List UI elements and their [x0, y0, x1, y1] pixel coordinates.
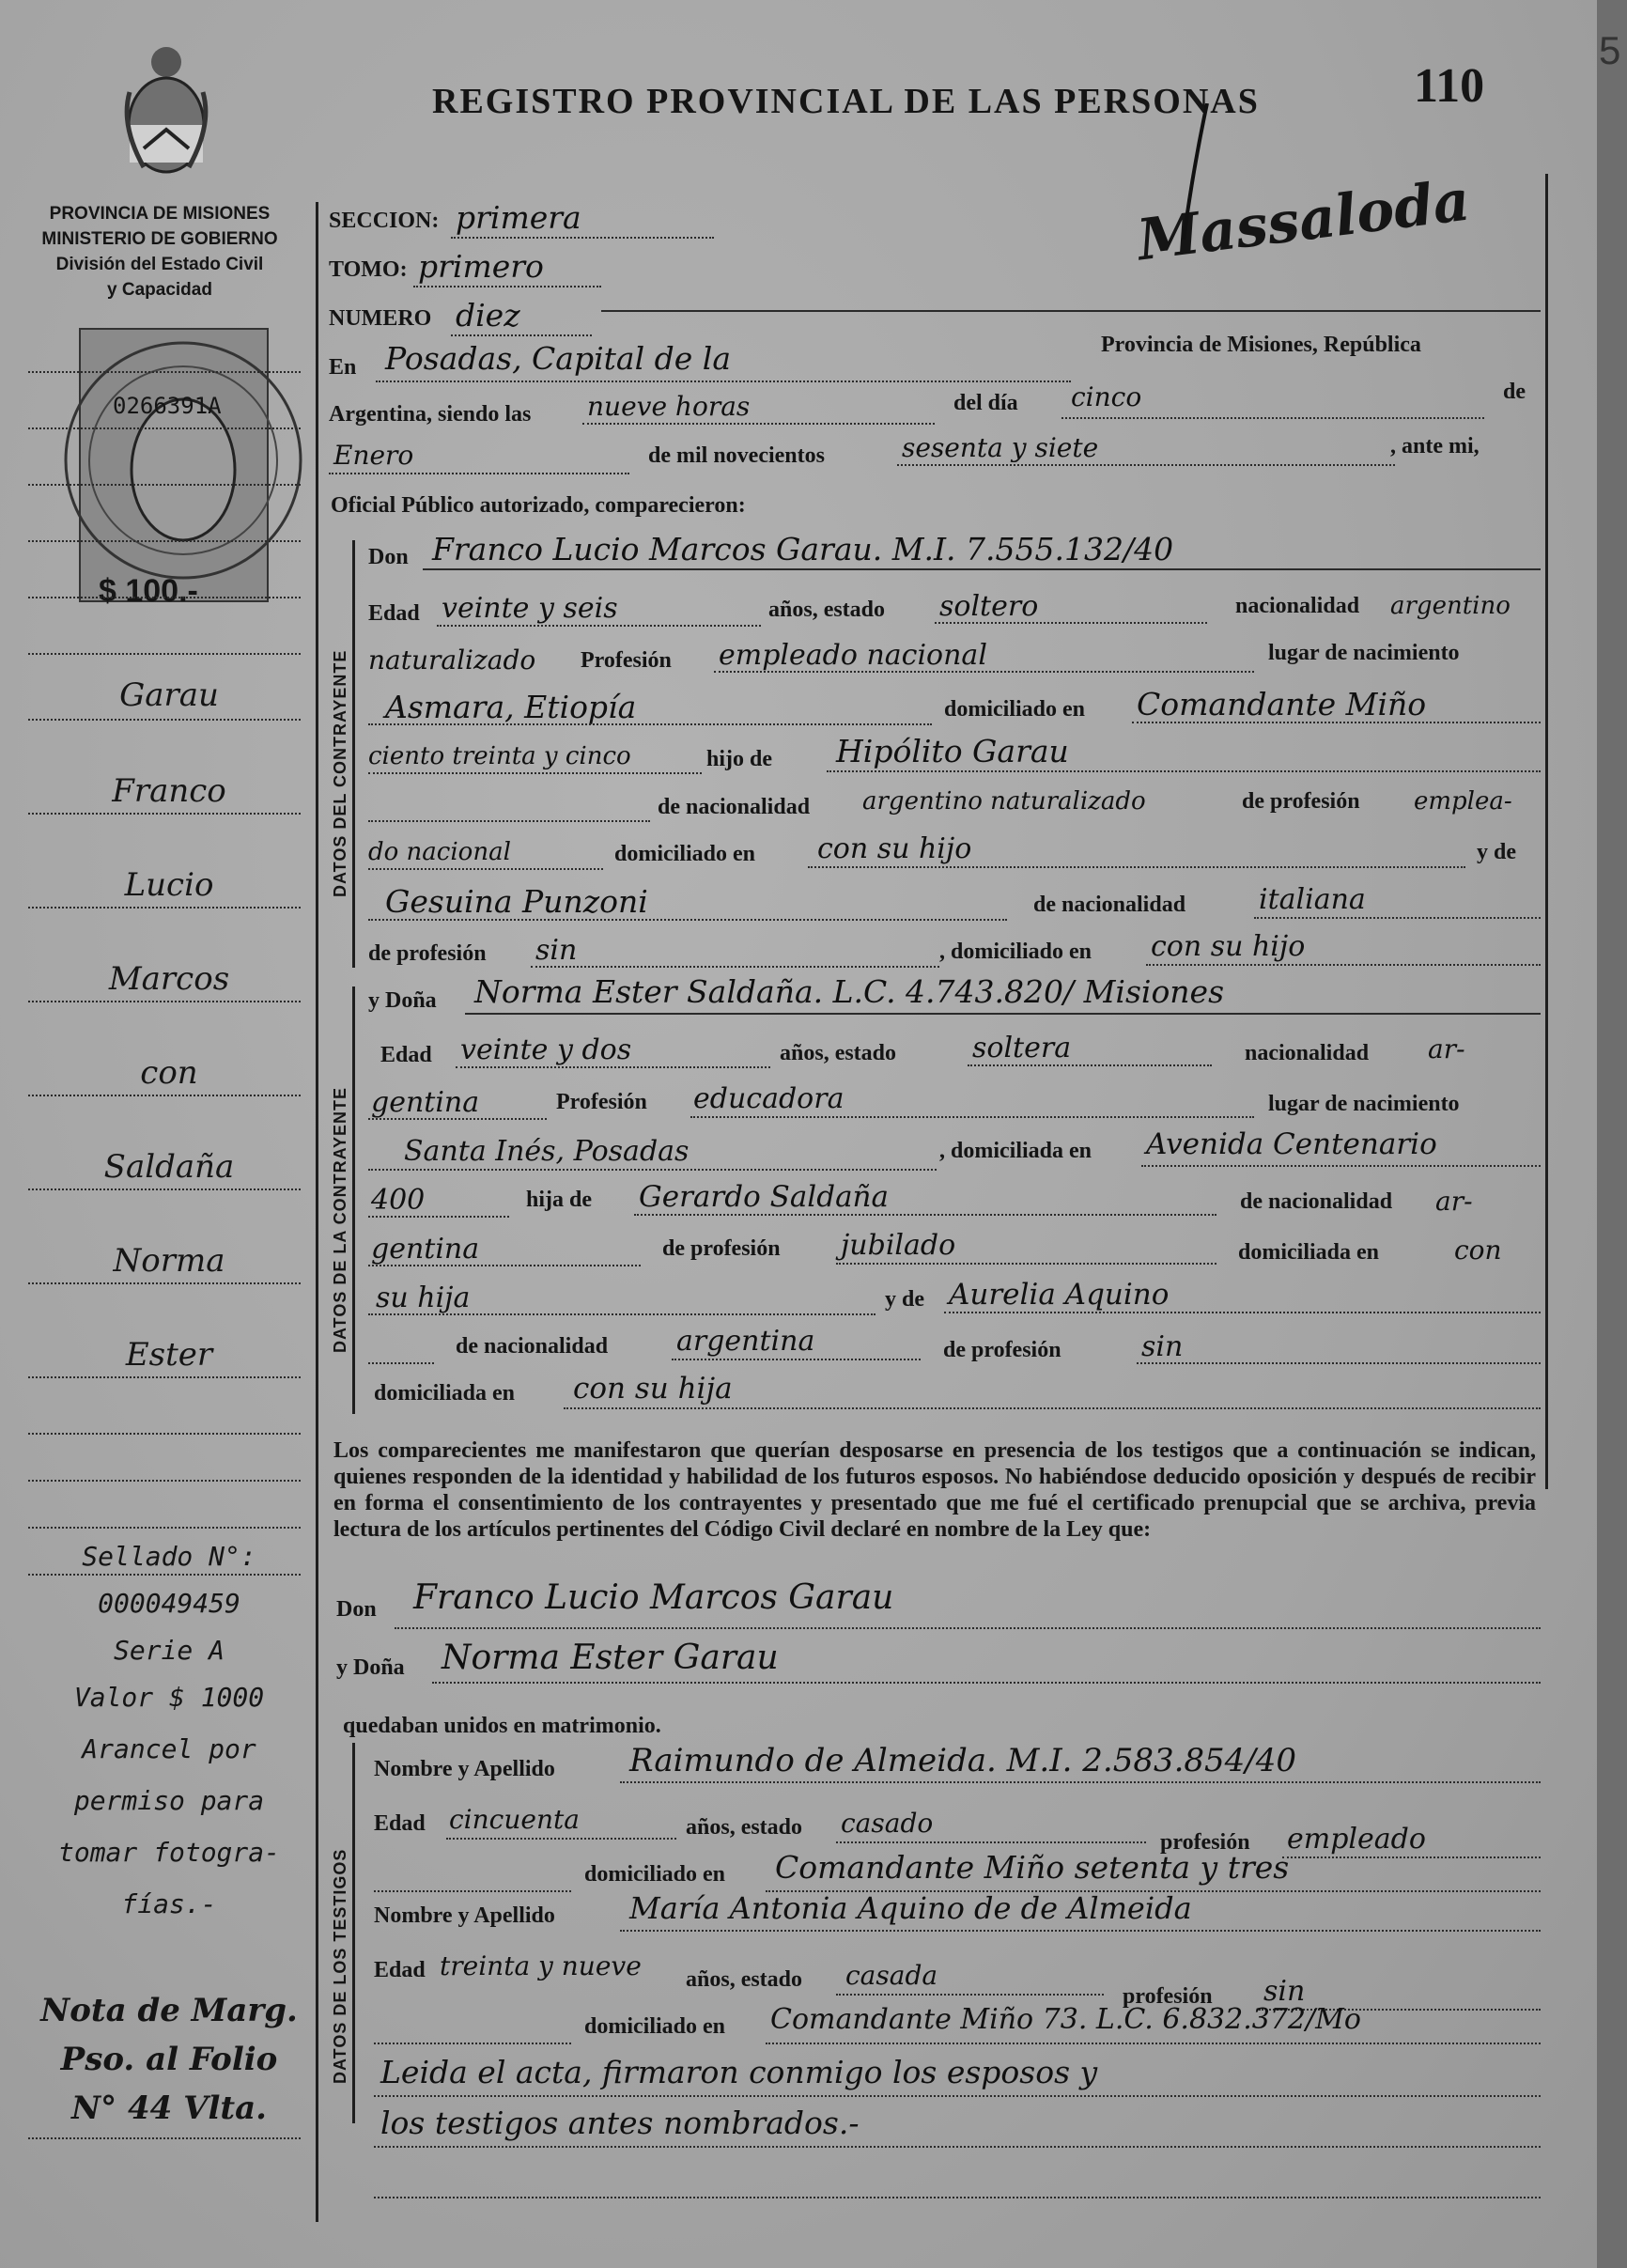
padre-f-prof-value: jubilado — [841, 1229, 956, 1262]
argentina-label: Argentina, siendo las — [329, 402, 532, 427]
nacionalidad-value-cont: naturalizado — [368, 645, 536, 676]
de-nac-label: de nacionalidad — [658, 795, 811, 819]
madre-nac-value: italiana — [1259, 883, 1366, 916]
profesion-value: empleado nacional — [719, 639, 987, 672]
edge-mark: 5 — [1599, 28, 1621, 72]
rule — [368, 1216, 509, 1218]
numero-label: NUMERO — [329, 306, 432, 331]
issuer-line: MINISTERIO DE GOBIERNO — [41, 229, 278, 249]
t2-nombre: María Antonia Aquino de de Almeida — [629, 1890, 1192, 1926]
numero-rule — [451, 334, 592, 336]
t1-edad: cincuenta — [449, 1804, 580, 1835]
rule — [368, 1118, 547, 1120]
madre-nombre: Gesuina Punzoni — [385, 883, 648, 920]
t1-anios-label: años, estado — [686, 1815, 803, 1840]
rule — [374, 2146, 1541, 2148]
lugar-rule — [376, 381, 1071, 382]
coat-of-arms-icon — [111, 36, 222, 177]
tomo-value: primero — [418, 248, 544, 285]
rule — [935, 622, 1207, 624]
hora-value: nueve horas — [587, 391, 751, 422]
contrayente-f-nombre: Norma Ester Saldaña. L.C. 4.743.820/ Misiones — [474, 973, 1225, 1010]
esposo-nombre: Franco Lucio Marcos Garau — [413, 1578, 894, 1617]
rule — [374, 2197, 1541, 2198]
margin-rule — [28, 1001, 301, 1002]
t2-edad: treinta y nueve — [440, 1950, 642, 1981]
section-bracket — [352, 986, 355, 1414]
rule — [1146, 964, 1541, 966]
signature-stroke — [1165, 103, 1221, 244]
rule — [827, 770, 1541, 772]
margin-sellado: fías.- — [121, 1888, 217, 1919]
madre-nac-label: de nacionalidad — [1033, 893, 1186, 917]
t1-nombre: Raimundo de Almeida. M.I. 2.583.854/40 — [629, 1742, 1297, 1779]
t1-profesion-label: profesión — [1160, 1830, 1250, 1855]
profesion-f-label: Profesión — [556, 1090, 647, 1114]
t1-nombre-label: Nombre y Apellido — [374, 1757, 555, 1781]
anios-label: años, estado — [768, 598, 886, 622]
anios-f-label: años, estado — [780, 1041, 897, 1065]
margin-rule — [28, 540, 301, 542]
lugar-nac-f-label: lugar de nacimiento — [1268, 1092, 1460, 1116]
margin-sellado: tomar fotogra- — [57, 1837, 280, 1868]
rule — [368, 772, 702, 774]
de-label: de — [1503, 380, 1526, 404]
del-dia-label: del día — [953, 391, 1018, 415]
margin-rule — [28, 1574, 301, 1576]
margin-rule — [28, 2137, 301, 2139]
domiciliado-label: domiciliado en — [944, 697, 1086, 722]
margin-rule — [28, 484, 301, 486]
edad-f-label: Edad — [380, 1043, 432, 1067]
issuer-line: PROVINCIA DE MISIONES — [49, 204, 271, 224]
anio-label: de mil novecientos — [648, 443, 825, 468]
de-prof-f-label: de profesión — [662, 1236, 781, 1261]
padre-f-nac-value: ar- — [1435, 1186, 1473, 1217]
y-de-label: y de — [1477, 840, 1516, 864]
margin-name: Ester — [125, 1336, 213, 1374]
en-label: En — [329, 355, 357, 380]
nacionalidad-f-value: ar- — [1428, 1033, 1465, 1064]
issuer-header — [28, 201, 291, 303]
y-de-f-label: y de — [885, 1287, 924, 1312]
margin-name: Franco — [112, 772, 226, 810]
stamp-serial: 0266391A — [113, 393, 222, 419]
madre-f-nac-value: argentina — [676, 1325, 815, 1358]
rule — [456, 1066, 770, 1068]
seccion-label: SECCION: — [329, 209, 440, 233]
rule — [808, 866, 1465, 868]
madre-f-dom-label: domiciliada en — [374, 1381, 516, 1406]
rule — [368, 723, 932, 725]
mes-rule — [329, 473, 629, 474]
contrayente-nombre: Franco Lucio Marcos Garau. M.I. 7.555.132/40 — [432, 531, 1174, 567]
section-label-testigos: DATOS DE LOS TESTIGOS — [331, 1848, 349, 2084]
rule — [368, 1265, 641, 1266]
rule — [368, 919, 1007, 921]
margin-divider — [316, 202, 318, 2222]
margin-note: N° 44 Vlta. — [71, 2089, 267, 2127]
rule — [374, 1890, 571, 1892]
margin-name: Garau — [119, 676, 219, 714]
anio-value: sesenta y siete — [902, 432, 1099, 463]
header-rule — [601, 310, 1541, 312]
t1-domicilio: Comandante Miño setenta y tres — [775, 1849, 1290, 1886]
rule — [374, 2095, 1541, 2097]
section-label-contrayente-f: DATOS DE LA CONTRAYENTE — [331, 1086, 349, 1353]
t1-estado: casado — [841, 1808, 934, 1839]
dia-rule — [1061, 417, 1484, 419]
madre-prof-value: sin — [535, 934, 578, 967]
rule — [465, 1013, 1541, 1015]
domicilio-value: Comandante Miño — [1137, 686, 1427, 722]
rule — [944, 1312, 1541, 1313]
margin-name: Marcos — [108, 960, 230, 998]
anio-rule — [897, 464, 1395, 466]
margin-rule — [28, 653, 301, 655]
esposa-nombre: Norma Ester Garau — [442, 1639, 779, 1677]
nacionalidad-f-label: nacionalidad — [1245, 1041, 1370, 1065]
profesion-f-value: educadora — [693, 1082, 844, 1115]
lugar-value: Posadas, Capital de la — [385, 340, 732, 377]
estado-value: soltero — [939, 590, 1039, 623]
page-number: 110 — [1414, 59, 1485, 113]
rule — [1282, 1856, 1541, 1858]
padre-dom-f-label: domiciliada en — [1238, 1240, 1380, 1265]
madre-prof-label: de profesión — [368, 941, 487, 966]
rule — [714, 671, 1254, 673]
t2-nombre-label: Nombre y Apellido — [374, 1903, 555, 1928]
madre-dom-label: , domiciliado en — [939, 940, 1092, 964]
rule — [374, 2043, 571, 2044]
nacionalidad-label: nacionalidad — [1235, 594, 1360, 618]
rule — [437, 625, 761, 627]
dia-value: cinco — [1071, 381, 1142, 412]
padre-nombre: Hipólito Garau — [836, 733, 1069, 769]
rule — [1254, 917, 1541, 919]
tomo-rule — [413, 286, 601, 287]
issuer-line: y Capacidad — [107, 280, 212, 300]
padre-f-dom-value: con — [1454, 1235, 1502, 1266]
domicilio-value-cont: ciento treinta y cinco — [368, 742, 631, 770]
margin-rule — [28, 1376, 301, 1378]
section-label-contrayente: DATOS DEL CONTRAYENTE — [331, 649, 349, 897]
margin-rule — [28, 1282, 301, 1284]
domiciliada-f-label: , domiciliada en — [939, 1139, 1092, 1163]
madre-f-nac-label: de nacionalidad — [456, 1334, 609, 1359]
padre-prof-value-cont: do nacional — [368, 838, 511, 866]
domicilio-f-value-cont: 400 — [371, 1184, 426, 1217]
margin-rule — [28, 427, 301, 429]
t1-profesion: empleado — [1287, 1823, 1426, 1856]
madre-f-prof-label: de profesión — [943, 1338, 1061, 1362]
t2-domicilio: Comandante Miño 73. L.C. 6.832.372/Mo — [770, 2003, 1361, 2036]
rule — [368, 1169, 937, 1171]
hora-rule — [582, 423, 935, 425]
ante-label: , ante mi, — [1390, 434, 1480, 458]
nacionalidad-value: argentino — [1390, 592, 1511, 620]
margin-name: Norma — [113, 1242, 225, 1280]
issuer-line: División del Estado Civil — [55, 255, 264, 274]
dona-label: y Doña — [368, 988, 437, 1013]
oficial-label: Oficial Público autorizado, comparecieron: — [331, 493, 746, 518]
mes-value: Enero — [333, 440, 414, 471]
closing-line-2: los testigos antes nombrados.- — [380, 2105, 860, 2141]
rule — [446, 1838, 676, 1840]
hijo-label: hijo de — [706, 747, 773, 771]
stamp-value: $ 100.- — [99, 573, 198, 609]
margin-name: Lucio — [124, 866, 214, 904]
margin-rule — [28, 597, 301, 598]
official-signature: Massaloda — [1134, 167, 1474, 274]
margin-rule — [28, 371, 301, 373]
lugar-nac-label: lugar de nacimiento — [1268, 641, 1460, 665]
margin-rule — [28, 1527, 301, 1529]
lugar-nac-f-value: Santa Inés, Posadas — [404, 1135, 690, 1168]
tomo-label: TOMO: — [329, 257, 408, 282]
margin-rule — [28, 907, 301, 909]
section-bracket — [352, 540, 355, 968]
right-border — [1545, 174, 1548, 1489]
t2-profesion-label: profesión — [1123, 1984, 1213, 2009]
padre-f-dom-value-cont: su hija — [376, 1282, 471, 1314]
t2-anios-label: años, estado — [686, 1967, 803, 1992]
margin-name: con — [140, 1054, 198, 1092]
padre-dom-label: domiciliado en — [614, 842, 756, 866]
rule — [368, 1362, 434, 1364]
rule — [395, 1627, 1541, 1629]
margin-name: Saldaña — [103, 1148, 235, 1186]
rule — [368, 868, 603, 870]
esposo-don-label: Don — [336, 1597, 377, 1622]
de-nac-f-label: de nacionalidad — [1240, 1189, 1393, 1214]
padre-dom-value: con su hijo — [817, 832, 972, 865]
hija-label: hija de — [526, 1188, 593, 1212]
rule — [1141, 1165, 1541, 1167]
rule — [1132, 722, 1541, 723]
t2-estado: casada — [845, 1960, 938, 1991]
margin-rule — [28, 1433, 301, 1435]
edad-f-value: veinte y dos — [460, 1033, 632, 1066]
rule — [836, 1263, 1216, 1265]
closing-line-1: Leida el acta, firmaron conmigo los esposos y — [380, 2054, 1098, 2090]
madre-f-dom-value: con su hija — [573, 1372, 733, 1406]
rule — [634, 1214, 1216, 1216]
edad-value: veinte y seis — [442, 592, 618, 625]
rule — [531, 966, 939, 968]
margin-rule — [28, 1480, 301, 1482]
rule — [672, 1359, 921, 1360]
rule — [766, 2043, 1541, 2044]
margin-sellado: 000049459 — [98, 1588, 240, 1619]
t1-edad-label: Edad — [374, 1811, 426, 1836]
page-edge — [1597, 0, 1627, 2268]
rule — [1137, 1362, 1541, 1364]
margin-note: Pso. al Folio — [60, 2041, 278, 2078]
edad-label: Edad — [368, 601, 420, 626]
fiscal-stamp — [42, 310, 305, 620]
madre-f-nombre: Aurelia Aquino — [949, 1278, 1170, 1312]
margin-sellado: permiso para — [73, 1785, 265, 1816]
seccion-rule — [451, 237, 714, 239]
rule — [836, 1841, 1146, 1843]
rule — [620, 1930, 1541, 1932]
rule — [836, 1994, 1104, 1996]
rule — [968, 1064, 1212, 1066]
t2-edad-label: Edad — [374, 1958, 426, 1982]
nacionalidad-f-value-cont: gentina — [371, 1086, 480, 1119]
margin-rule — [28, 1188, 301, 1190]
domicilio-f-value: Avenida Centenario — [1146, 1127, 1437, 1161]
don-label: Don — [368, 545, 409, 569]
margin-rule — [28, 1095, 301, 1096]
margin-sellado: Valor $ 1000 — [73, 1682, 265, 1713]
margin-note: Nota de Marg. — [40, 1992, 298, 2029]
t2-profesion: sin — [1263, 1975, 1306, 2008]
t2-domiciliado-label: domiciliado en — [584, 2014, 726, 2039]
rule — [432, 1682, 1541, 1684]
margin-sellado: Serie A — [113, 1635, 225, 1666]
padre-nac-value: argentino naturalizado — [862, 787, 1146, 816]
lugar-nac-value: Asmara, Etiopía — [385, 689, 637, 725]
margin-sellado: Sellado N°: — [82, 1541, 256, 1572]
esposa-dona-label: y Doña — [336, 1655, 405, 1680]
rule — [368, 820, 650, 822]
unidos-label: quedaban unidos en matrimonio. — [343, 1714, 661, 1738]
de-prof-label: de profesión — [1242, 789, 1360, 814]
estado-f-value: soltera — [972, 1032, 1072, 1064]
page-title: REGISTRO PROVINCIAL DE LAS PERSONAS — [432, 82, 1260, 121]
declaration-text: Los comparecientes me manifestaron que querían desposarse en presencia de los testigos que a continuación se indican, quienes responden de la identidad y habilidad de los futuros esposos. No habiéndose deducido oposición y después de recibir en forma el consentimiento de los contrayentes y presentado que me fué el certificado prenupcial que se archiva, previa lectura de los artículos pertinentes del Código Civil declaré en nombre de la Ley que: — [333, 1438, 1536, 1542]
rule — [423, 568, 1541, 570]
padre-f-nac-value-cont: gentina — [371, 1233, 480, 1266]
rule — [564, 1407, 1541, 1409]
rule — [690, 1116, 1254, 1118]
profesion-label: Profesión — [581, 648, 672, 673]
t1-domiciliado-label: domiciliado en — [584, 1862, 726, 1887]
section-bracket — [352, 1743, 355, 2123]
madre-f-prof-value: sin — [1141, 1330, 1184, 1363]
numero-value: diez — [456, 297, 520, 334]
margin-sellado: Arancel por — [82, 1733, 256, 1764]
seccion-value: primera — [456, 199, 581, 236]
padre-f-nombre: Gerardo Saldaña — [639, 1180, 889, 1214]
rule — [368, 1313, 875, 1315]
madre-dom-value: con su hijo — [1151, 930, 1306, 963]
provincia-label: Provincia de Misiones, República — [1101, 333, 1421, 357]
rule — [620, 1781, 1541, 1783]
margin-rule — [28, 719, 301, 721]
margin-rule — [28, 813, 301, 815]
padre-prof-value: emplea- — [1414, 787, 1512, 816]
